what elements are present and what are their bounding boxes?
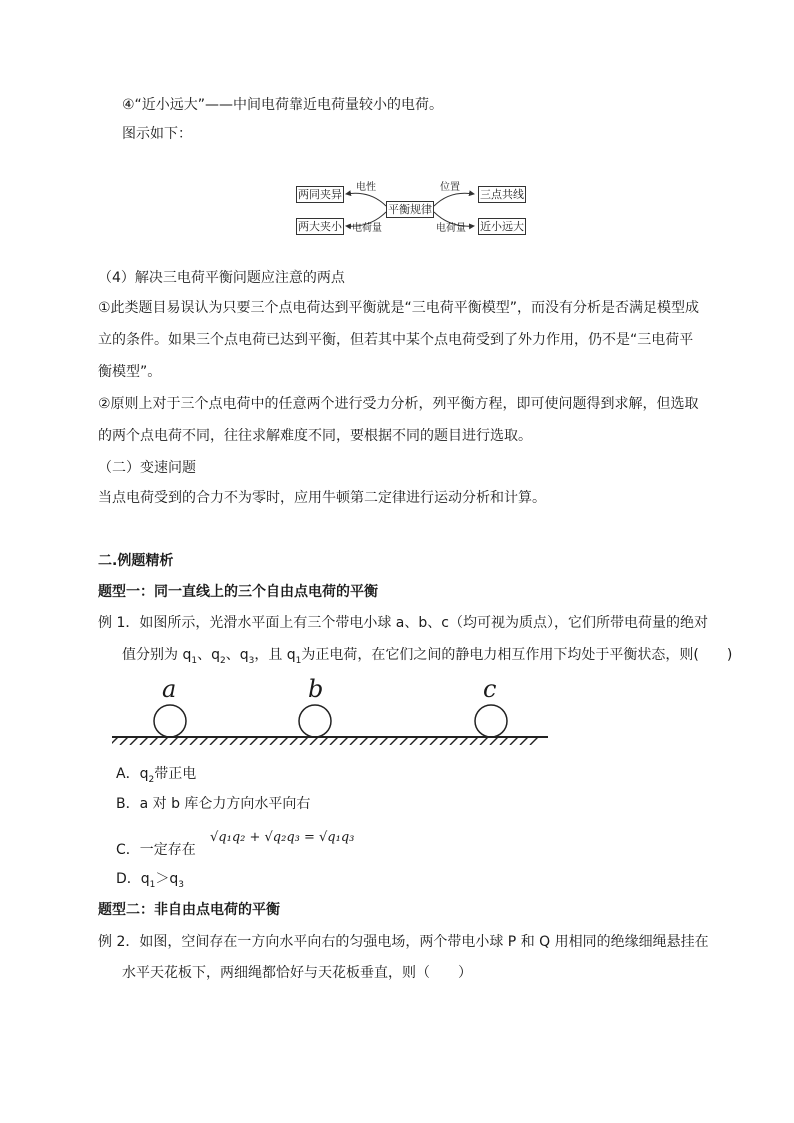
example-2-line-1: 例 2．如图，空间存在一方向水平向右的匀强电场，两个带电小球 P 和 Q 用相同的绝缘细绳悬挂在 <box>98 934 709 950</box>
ex1-text-d: ，且 q <box>254 647 296 663</box>
ground-hatch-line <box>140 737 148 745</box>
part-2-text: 当点电荷受到的合力不为零时，应用牛顿第二定律进行运动分析和计算。 <box>98 490 546 506</box>
ground-hatch-line <box>370 737 378 745</box>
ground-hatch-line <box>310 737 318 745</box>
example-1-line-1: 例 1．如图所示，光滑水平面上有三个带电小球 a、b、c（均可视为质点），它们所带电荷量的绝对 <box>98 615 708 631</box>
ground-hatch-line <box>380 737 388 745</box>
ground-hatch-line <box>530 737 538 745</box>
ground-hatch-line <box>420 737 428 745</box>
ground-hatch-line <box>400 737 408 745</box>
ex1-text-b: 、q <box>197 647 220 663</box>
ground-hatch-line <box>290 737 298 745</box>
box-near-small-far-large: 近小远大 <box>480 220 524 233</box>
ground-hatch-line <box>270 737 278 745</box>
ground-hatch-line <box>360 737 368 745</box>
option-c: C．一定存在 <box>116 842 196 858</box>
ground-hatch-line <box>350 737 358 745</box>
ground-hatch-line <box>150 737 158 745</box>
ground-hatch-line <box>520 737 528 745</box>
sub-3: 3 <box>248 655 255 666</box>
ex1-text-e: 为正电荷，在它们之间的静电力相互作用下均处于平衡状态，则( ) <box>301 647 733 663</box>
example-1-line-2 <box>122 645 732 671</box>
ground-hatch-line <box>320 737 328 745</box>
option-a-text-2: 带正电 <box>154 766 197 782</box>
option-a-text: A．q <box>116 766 149 782</box>
ground-hatch-line <box>112 737 118 745</box>
ball-label-b: b <box>308 675 324 703</box>
ground-hatch-line <box>440 737 448 745</box>
ground-hatch-line <box>260 737 268 745</box>
ground-hatch-line <box>120 737 128 745</box>
ground-hatch-line <box>470 737 478 745</box>
label-position: 位置 <box>440 182 460 193</box>
box-three-points-collinear: 三点共线 <box>480 188 524 201</box>
figure-intro: 图示如下： <box>122 126 192 142</box>
type-1-title: 题型一：同一直线上的三个自由点电荷的平衡 <box>98 584 378 600</box>
ground-hatch-line <box>450 737 458 745</box>
label-charge-amount-left: 电荷量 <box>352 223 382 234</box>
balance-rule-diagram <box>290 178 530 238</box>
part-2-title: （二）变速问题 <box>98 460 196 476</box>
ground-hatch-line <box>390 737 398 745</box>
rule-4-text: ④“近小远大”——中间电荷靠近电荷量较小的电荷。 <box>122 97 444 113</box>
option-d-sub-3: 3 <box>178 879 185 890</box>
option-d <box>116 869 184 895</box>
box-balance-rule: 平衡规律 <box>388 203 432 216</box>
ground-hatch-line <box>130 737 138 745</box>
ground-hatch-line <box>430 737 438 745</box>
box-two-large-sandwich-small: 两大夹小 <box>298 220 342 233</box>
sub-1: 1 <box>191 655 198 666</box>
option-a-sub: 2 <box>148 774 155 785</box>
ground-hatch-line <box>500 737 508 745</box>
ground-hatch-line <box>300 737 308 745</box>
note-1-line-2: 立的条件。如果三个点电荷已达到平衡，但若其中某个点电荷受到了外力作用，仍不是“三电荷平 <box>98 332 694 348</box>
option-c-formula: √q₁q₂ + √q₂q₃ = √q₁q₃ <box>210 830 355 845</box>
sub-1b: 1 <box>295 655 302 666</box>
section-4-title: （4）解决三电荷平衡问题应注意的两点 <box>98 270 345 286</box>
ex1-text-a: 值分别为 q <box>122 647 192 663</box>
example-2-line-2: 水平天花板下，两细绳都恰好与天花板垂直，则（ ） <box>122 965 472 981</box>
ground-hatch-line <box>200 737 208 745</box>
option-b: B．a 对 b 库仑力方向水平向右 <box>116 796 311 812</box>
type-2-title: 题型二：非自由点电荷的平衡 <box>98 902 280 918</box>
ground-hatch-line <box>340 737 348 745</box>
ground-hatch-line <box>240 737 248 745</box>
option-d-sub-1: 1 <box>149 879 156 890</box>
three-balls-figure <box>112 675 548 745</box>
note-2-line-2: 的两个点电荷不同，往往求解难度不同，要根据不同的题目进行选取。 <box>98 428 532 444</box>
option-a <box>116 764 196 790</box>
section-examples-title: 二.例题精析 <box>98 553 174 569</box>
ground-hatch-line <box>230 737 238 745</box>
sub-2: 2 <box>219 655 226 666</box>
ground-hatch-line <box>180 737 188 745</box>
ball-label-a: a <box>162 675 177 703</box>
note-2-line-1: ②原则上对于三个点电荷中的任意两个进行受力分析，列平衡方程，即可使问题得到求解，但选取 <box>98 396 699 412</box>
box-two-same-sandwich-opposite: 两同夹异 <box>298 188 342 201</box>
ground-hatch-line <box>220 737 228 745</box>
ground-hatch-line <box>510 737 518 745</box>
ground-hatch-line <box>460 737 468 745</box>
option-d-text: D．q <box>116 871 150 887</box>
note-1-line-3: 衡模型”。 <box>98 364 162 380</box>
label-charge-sign: 电性 <box>356 182 376 193</box>
option-d-text-2: ＞q <box>155 871 179 887</box>
label-charge-amount-right: 电荷量 <box>436 223 466 234</box>
ground-hatch-line <box>330 737 338 745</box>
ball-label-c: c <box>483 675 497 703</box>
ground-hatch-line <box>280 737 288 745</box>
ground-hatch-line <box>190 737 198 745</box>
ground-hatch-line <box>160 737 168 745</box>
ground-hatch-line <box>210 737 218 745</box>
ground-hatch-line <box>410 737 418 745</box>
ground-hatch-line <box>490 737 498 745</box>
ex1-text-c: 、q <box>225 647 249 663</box>
ground-hatch-line <box>480 737 488 745</box>
ground-hatch-line <box>250 737 258 745</box>
note-1-line-1: ①此类题目易误认为只要三个点电荷达到平衡就是“三电荷平衡模型”，而没有分析是否满足模型成 <box>98 300 700 316</box>
ground-hatch-line <box>170 737 178 745</box>
